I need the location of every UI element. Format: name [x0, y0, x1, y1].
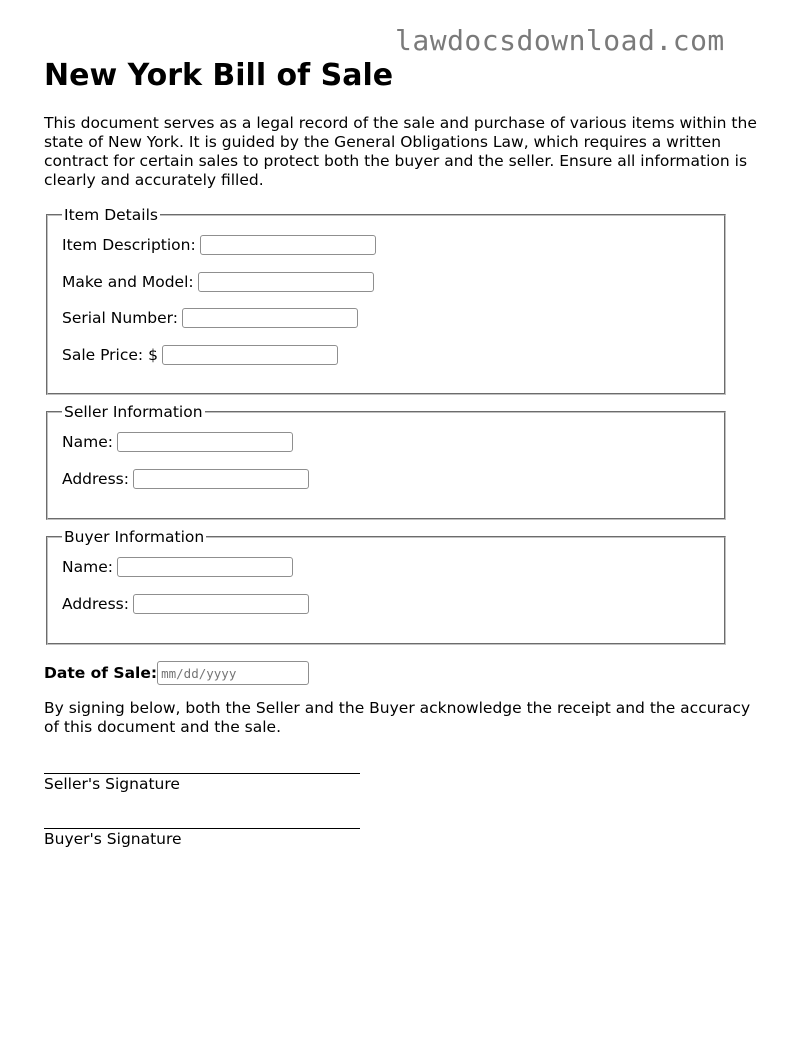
buyer-address-row [62, 593, 710, 615]
seller-signature-block [44, 759, 760, 794]
seller-information-legend: Seller Information [64, 403, 203, 421]
item-details-legend: Item Details [64, 206, 158, 224]
sale-price-input[interactable] [162, 345, 338, 365]
item-description-label: Item Description: [62, 236, 196, 254]
seller-address-label: Address: [62, 469, 129, 488]
date-of-sale-row [44, 661, 760, 685]
intro-paragraph: This document serves as a legal record of the sale and purchase of various items within the state of New York. It is guided by the General Obligations Law, which requires a written contract for certain sales to protect both the buyer and the seller. Ensure all information is clearly and accurately filled. [44, 114, 757, 189]
buyer-information-legend: Buyer Information [64, 528, 205, 546]
serial-number-label: Serial Number: [62, 309, 179, 327]
buyer-information-section [46, 528, 726, 645]
make-model-label: Make and Model: [62, 272, 194, 291]
buyer-address-input[interactable] [133, 594, 309, 614]
serial-number-input[interactable] [182, 308, 358, 328]
watermark: lawdocsdownload.com [395, 24, 725, 57]
buyer-signature-caption: Buyer's Signature [44, 830, 182, 848]
seller-name-input[interactable] [117, 432, 293, 452]
bill-of-sale-form [44, 56, 760, 849]
seller-name-row [62, 431, 710, 453]
seller-name-label: Name: [62, 433, 113, 451]
item-description-input[interactable] [200, 235, 376, 255]
buyer-signature-block [44, 814, 760, 849]
buyer-name-label: Name: [62, 558, 113, 576]
make-model-input[interactable] [198, 272, 374, 292]
acknowledgement-text: By signing below, both the Seller and the Buyer acknowledge the receipt and the accuracy of this document and the sale. [44, 699, 751, 736]
buyer-name-row [62, 556, 710, 578]
sale-price-label: Sale Price: $ [62, 345, 158, 364]
item-details-section [46, 206, 726, 395]
buyer-name-input[interactable] [117, 557, 293, 577]
date-of-sale-label: Date of Sale: [44, 664, 158, 682]
item-description-row [62, 234, 710, 256]
sale-price-row [62, 344, 710, 366]
seller-signature-line[interactable] [44, 759, 360, 774]
seller-address-input[interactable] [133, 469, 309, 489]
buyer-signature-line[interactable] [44, 814, 360, 829]
serial-number-row [62, 307, 710, 329]
seller-address-row [62, 468, 710, 490]
buyer-address-label: Address: [62, 594, 129, 613]
date-of-sale-input[interactable] [157, 661, 309, 685]
seller-signature-caption: Seller's Signature [44, 775, 180, 793]
seller-information-section [46, 403, 726, 520]
make-model-row [62, 271, 710, 293]
page-title: New York Bill of Sale [44, 58, 394, 93]
